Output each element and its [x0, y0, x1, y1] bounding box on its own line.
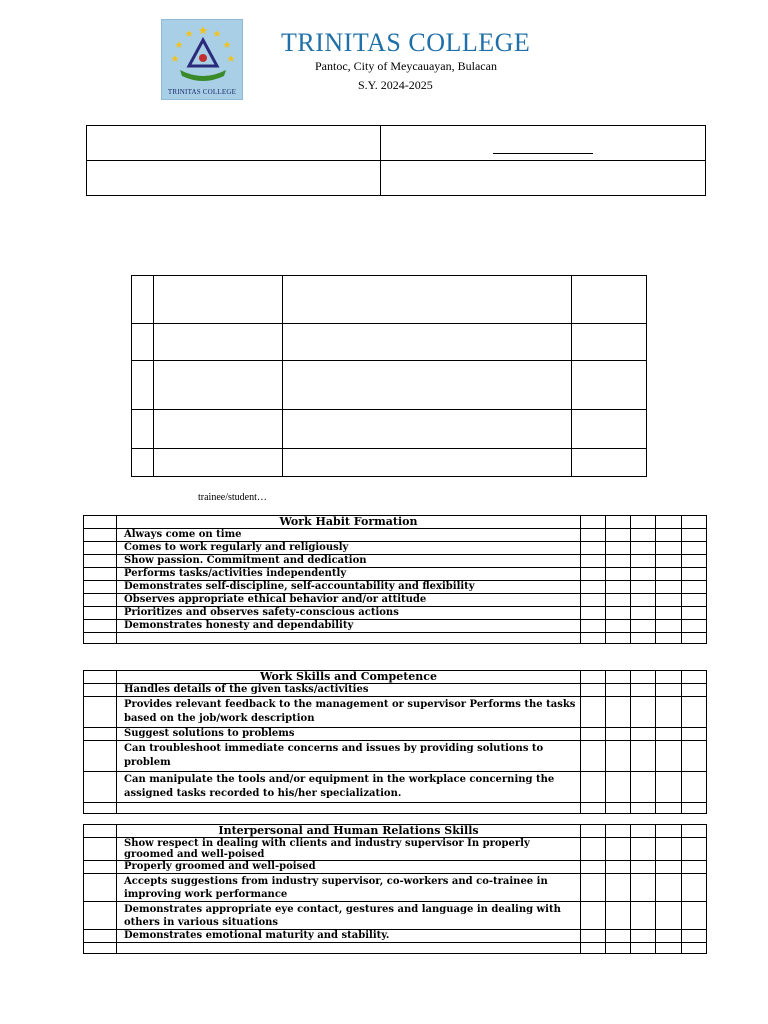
rating-cell[interactable] — [631, 607, 656, 620]
rating-cell[interactable] — [581, 607, 606, 620]
rating-cell[interactable] — [631, 902, 656, 930]
criteria-row — [84, 555, 707, 568]
work-skills-table — [83, 670, 707, 814]
number-cell — [84, 581, 117, 594]
number-cell — [84, 555, 117, 568]
rating-cell[interactable] — [581, 581, 606, 594]
college-address: Pantoc, City of Meycauayan, Bulacan — [315, 59, 497, 73]
rating-cell[interactable] — [581, 620, 606, 633]
rating-cell[interactable] — [606, 741, 631, 772]
number-cell — [84, 874, 117, 902]
number-cell — [84, 607, 117, 620]
rating-cell[interactable] — [631, 874, 656, 902]
rating-cell[interactable] — [656, 671, 682, 684]
criteria-item: Prioritizes and observes safety-conscious actions — [117, 607, 581, 620]
rating-cell[interactable] — [682, 620, 707, 633]
legend-cell — [572, 324, 647, 361]
legend-cell — [572, 361, 647, 410]
legend-cell — [283, 324, 572, 361]
criteria-item: Handles details of the given tasks/activities — [117, 684, 581, 697]
rating-cell[interactable] — [581, 838, 606, 861]
rating-cell[interactable] — [581, 741, 606, 772]
criteria-item: Can manipulate the tools and/or equipment in the workplace concerning the assigned tasks recorded to his/her specialization. — [117, 772, 581, 803]
rating-cell[interactable] — [682, 741, 707, 772]
criteria-item: Properly groomed and well-poised — [117, 861, 581, 874]
legend-cell — [132, 361, 154, 410]
rating-cell[interactable] — [656, 607, 682, 620]
rating-cell[interactable] — [656, 902, 682, 930]
rating-cell[interactable] — [581, 555, 606, 568]
number-cell — [84, 671, 117, 684]
criteria-item: Show passion. Commitment and dedication — [117, 555, 581, 568]
legend-cell — [154, 276, 283, 324]
rating-cell[interactable] — [606, 902, 631, 930]
criteria-item: Demonstrates honesty and dependability — [117, 620, 581, 633]
rating-cell[interactable] — [606, 594, 631, 607]
rating-cell[interactable] — [682, 861, 707, 874]
criteria-row — [84, 874, 707, 902]
rating-cell[interactable] — [631, 861, 656, 874]
legend-cell — [154, 410, 283, 449]
rating-cell[interactable] — [606, 620, 631, 633]
logo-caption: TRINITAS COLLEGE — [167, 88, 237, 96]
rating-cell[interactable] — [656, 874, 682, 902]
legend-cell — [283, 276, 572, 324]
criteria-row — [84, 697, 707, 728]
interpersonal-skills-table — [83, 824, 707, 954]
rating-cell[interactable] — [631, 516, 656, 529]
rating-cell[interactable] — [656, 684, 682, 697]
rating-cell[interactable] — [631, 838, 656, 861]
number-cell — [84, 568, 117, 581]
rating-cell[interactable] — [606, 861, 631, 874]
number-cell — [84, 529, 117, 542]
rating-cell[interactable] — [631, 825, 656, 838]
criteria-item: Comes to work regularly and religiously — [117, 542, 581, 555]
rating-cell[interactable] — [682, 684, 707, 697]
blank-row — [84, 633, 707, 644]
rating-cell[interactable] — [606, 930, 631, 943]
rating-cell[interactable] — [631, 555, 656, 568]
criteria-row — [84, 620, 707, 633]
rating-cell[interactable] — [606, 516, 631, 529]
number-cell — [84, 697, 117, 728]
rating-cell[interactable] — [631, 568, 656, 581]
rating-cell[interactable] — [656, 825, 682, 838]
criteria-row — [84, 728, 707, 741]
criteria-item: Accepts suggestions from industry supervisor, co-workers and co-trainee in improving work performance — [117, 874, 581, 902]
rating-cell[interactable] — [606, 542, 631, 555]
info-cell — [87, 161, 381, 196]
section-title: Work Skills and Competence — [117, 671, 581, 684]
rating-cell[interactable] — [631, 728, 656, 741]
rating-cell[interactable] — [581, 671, 606, 684]
rating-cell[interactable] — [606, 529, 631, 542]
criteria-item: Observes appropriate ethical behavior and/or attitude — [117, 594, 581, 607]
rating-cell[interactable] — [581, 772, 606, 803]
rating-cell[interactable] — [581, 568, 606, 581]
trainee-info-table — [86, 125, 706, 196]
rating-cell[interactable] — [656, 861, 682, 874]
rating-cell[interactable] — [581, 542, 606, 555]
criteria-row — [84, 684, 707, 697]
college-logo — [161, 19, 243, 100]
rating-cell[interactable] — [656, 594, 682, 607]
rating-cell[interactable] — [682, 581, 707, 594]
rating-cell[interactable] — [581, 684, 606, 697]
rating-cell[interactable] — [631, 529, 656, 542]
rating-cell[interactable] — [606, 874, 631, 902]
rating-cell[interactable] — [656, 581, 682, 594]
info-cell — [381, 126, 706, 161]
rating-cell[interactable] — [606, 684, 631, 697]
rating-cell[interactable] — [682, 568, 707, 581]
rating-cell[interactable] — [631, 594, 656, 607]
rating-cell[interactable] — [581, 516, 606, 529]
blank-row — [84, 943, 707, 954]
rating-cell[interactable] — [631, 671, 656, 684]
rating-cell[interactable] — [606, 697, 631, 728]
rating-cell[interactable] — [682, 825, 707, 838]
legend-cell — [572, 449, 647, 477]
rating-cell[interactable] — [606, 555, 631, 568]
number-cell — [84, 825, 117, 838]
rating-cell[interactable] — [656, 728, 682, 741]
criteria-item: Provides relevant feedback to the management or supervisor Performs the tasks based on the job/work description — [117, 697, 581, 728]
criteria-row — [84, 594, 707, 607]
rating-cell[interactable] — [682, 902, 707, 930]
rating-cell[interactable] — [581, 825, 606, 838]
criteria-item: Performs tasks/activities independently — [117, 568, 581, 581]
legend-cell — [132, 324, 154, 361]
number-cell — [84, 620, 117, 633]
rating-cell[interactable] — [581, 861, 606, 874]
number-cell — [84, 930, 117, 943]
rating-cell[interactable] — [682, 529, 707, 542]
work-habit-table — [83, 515, 707, 644]
number-cell — [84, 902, 117, 930]
criteria-row — [84, 542, 707, 555]
signature-line — [493, 153, 593, 154]
rating-cell[interactable] — [581, 930, 606, 943]
legend-cell — [283, 410, 572, 449]
rating-legend-table — [131, 275, 647, 477]
number-cell — [84, 741, 117, 772]
number-cell — [84, 861, 117, 874]
criteria-row — [84, 607, 707, 620]
rating-cell[interactable] — [656, 697, 682, 728]
number-cell — [84, 728, 117, 741]
legend-cell — [154, 324, 283, 361]
rating-cell[interactable] — [581, 697, 606, 728]
rating-cell[interactable] — [581, 874, 606, 902]
rating-cell[interactable] — [631, 741, 656, 772]
rating-cell[interactable] — [606, 772, 631, 803]
number-cell — [84, 542, 117, 555]
rating-cell[interactable] — [581, 728, 606, 741]
info-cell — [87, 126, 381, 161]
criteria-row — [84, 861, 707, 874]
legend-cell — [283, 449, 572, 477]
section-title: Work Habit Formation — [117, 516, 581, 529]
legend-cell — [154, 449, 283, 477]
rating-cell[interactable] — [682, 542, 707, 555]
criteria-row — [84, 581, 707, 594]
rating-cell[interactable] — [656, 772, 682, 803]
rating-cell[interactable] — [682, 671, 707, 684]
rating-cell[interactable] — [606, 671, 631, 684]
number-cell — [84, 838, 117, 861]
rating-cell[interactable] — [682, 607, 707, 620]
legend-cell — [572, 410, 647, 449]
criteria-item: Demonstrates self-discipline, self-accountability and flexibility — [117, 581, 581, 594]
rating-cell[interactable] — [631, 772, 656, 803]
rating-cell[interactable] — [682, 516, 707, 529]
rating-cell[interactable] — [606, 728, 631, 741]
rating-cell[interactable] — [682, 772, 707, 803]
criteria-row — [84, 568, 707, 581]
college-name: TRINITAS COLLEGE — [281, 28, 531, 57]
criteria-item: Demonstrates emotional maturity and stability. — [117, 930, 581, 943]
rating-cell[interactable] — [631, 542, 656, 555]
criteria-row — [84, 741, 707, 772]
note-text: trainee/student… — [198, 492, 267, 503]
criteria-item: Show respect in dealing with clients and industry supervisor In properly groomed and well-poised — [117, 838, 581, 861]
rating-cell[interactable] — [656, 568, 682, 581]
rating-cell[interactable] — [631, 581, 656, 594]
rating-cell[interactable] — [606, 568, 631, 581]
rating-cell[interactable] — [631, 697, 656, 728]
rating-cell[interactable] — [656, 555, 682, 568]
criteria-row — [84, 772, 707, 803]
rating-cell[interactable] — [682, 555, 707, 568]
section-title: Interpersonal and Human Relations Skills — [117, 825, 581, 838]
criteria-item: Can troubleshoot immediate concerns and issues by providing solutions to problem — [117, 741, 581, 772]
rating-cell[interactable] — [682, 838, 707, 861]
legend-cell — [132, 449, 154, 477]
rating-cell[interactable] — [682, 930, 707, 943]
rating-cell[interactable] — [606, 581, 631, 594]
rating-cell[interactable] — [656, 529, 682, 542]
legend-cell — [572, 276, 647, 324]
criteria-item: Suggest solutions to problems — [117, 728, 581, 741]
criteria-row — [84, 930, 707, 943]
rating-cell[interactable] — [631, 684, 656, 697]
legend-cell — [154, 361, 283, 410]
rating-cell[interactable] — [606, 607, 631, 620]
criteria-row — [84, 529, 707, 542]
criteria-row — [84, 902, 707, 930]
rating-cell[interactable] — [682, 728, 707, 741]
rating-cell[interactable] — [682, 594, 707, 607]
legend-cell — [132, 276, 154, 324]
criteria-row — [84, 838, 707, 861]
rating-cell[interactable] — [606, 825, 631, 838]
number-cell — [84, 594, 117, 607]
legend-cell — [132, 410, 154, 449]
legend-cell — [283, 361, 572, 410]
rating-cell[interactable] — [606, 838, 631, 861]
rating-cell[interactable] — [631, 930, 656, 943]
rating-cell[interactable] — [631, 620, 656, 633]
info-cell — [381, 161, 706, 196]
rating-cell[interactable] — [682, 697, 707, 728]
criteria-item: Always come on time — [117, 529, 581, 542]
rating-cell[interactable] — [656, 542, 682, 555]
rating-cell[interactable] — [656, 930, 682, 943]
rating-cell[interactable] — [656, 741, 682, 772]
number-cell — [84, 684, 117, 697]
rating-cell[interactable] — [656, 620, 682, 633]
rating-cell[interactable] — [656, 516, 682, 529]
rating-cell[interactable] — [581, 594, 606, 607]
criteria-item: Demonstrates appropriate eye contact, gestures and language in dealing with others in various situations — [117, 902, 581, 930]
rating-cell[interactable] — [656, 838, 682, 861]
school-year: S.Y. 2024-2025 — [358, 78, 433, 92]
number-cell — [84, 772, 117, 803]
rating-cell[interactable] — [581, 902, 606, 930]
rating-cell[interactable] — [581, 529, 606, 542]
number-cell — [84, 516, 117, 529]
rating-cell[interactable] — [682, 874, 707, 902]
blank-row — [84, 803, 707, 814]
